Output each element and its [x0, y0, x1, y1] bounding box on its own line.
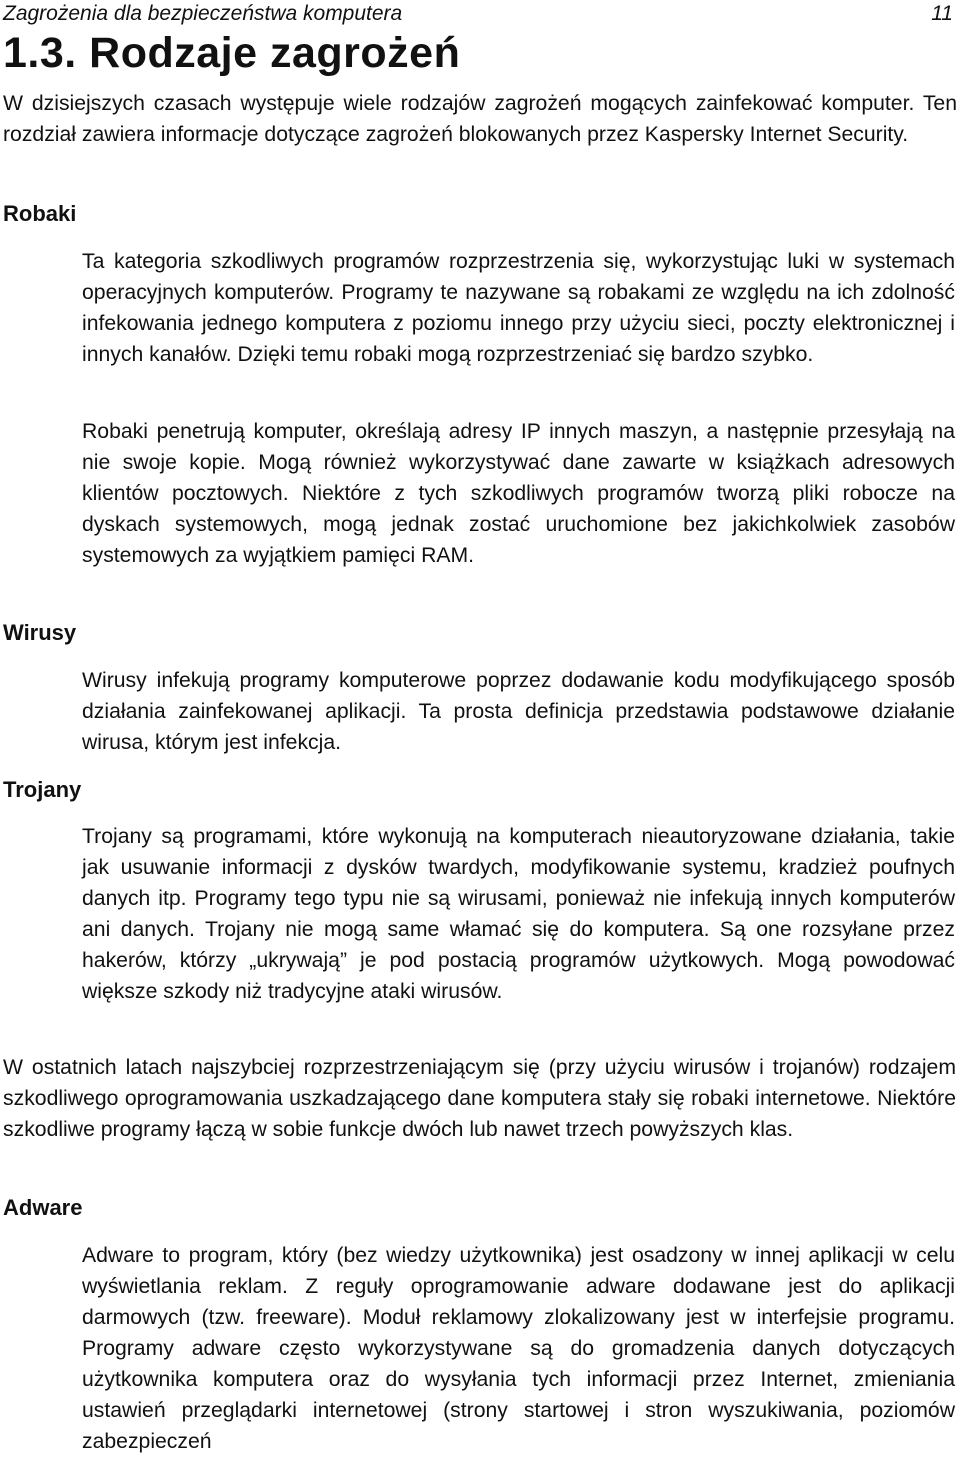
- trojany-paragraph-1: Trojany są programami, które wykonują na komputerach nieautoryzowane działania, takie jak usuwanie informacji z dysków twardych, modyfikowanie systemu, kradzież poufnych danych itp. Programy tego typu nie są wirusami, ponieważ nie infekują innych komputerów ani danych. Trojany nie mogą same włamać się do komputera. Są one rozsyłane przez hakerów, którzy „ukrywają” je pod postacią programów użytkowych. Mogą powodować większe szkody niż tradycyjne ataki wirusów.: [82, 825, 955, 1003]
- intro-paragraph: W dzisiejszych czasach występuje wiele rodzajów zagrożeń mogących zainfekować komputer. Ten rozdział zawiera informacje dotyczące zagrożeń blokowanych przez Kaspersky Internet Security.: [3, 92, 957, 146]
- running-header: [3, 2, 955, 26]
- page-number: 11: [931, 2, 953, 25]
- robaki-paragraph-2: Robaki penetrują komputer, określają adresy IP innych maszyn, a następnie przesyłają na nie swoje kopie. Mogą również wykorzystywać dane zawarte w książkach adresowych klientów pocztowych. Niektóre z tych szkodliwych programów tworzą pliki robocze na dyskach systemowych, mogą jednak zostać uruchomione bez jakichkolwiek zasobów systemowych za wyjątkiem pamięci RAM.: [82, 420, 955, 567]
- term-wirusy-heading: Wirusy: [3, 620, 77, 645]
- term-robaki-heading: Robaki: [3, 201, 77, 226]
- summary-paragraph: W ostatnich latach najszybciej rozprzestrzeniającym się (przy użyciu wirusów i trojanów) rodzajem szkodliwego oprogramowania uszkadzającego dane komputera stały się robaki internetowe. Niektóre szkodliwe programy łączą w sobie funkcje dwóch lub nawet trzech powyższych klas.: [3, 1056, 956, 1141]
- adware-paragraph-1: Adware to program, który (bez wiedzy użytkownika) jest osadzony w innej aplikacji w celu wyświetlania reklam. Z reguły oprogramowanie adware dodawane jest do aplikacji darmowych (tzw. freeware). Moduł reklamowy zlokalizowany jest w interfejsie programu. Programy adware często wykorzystywane są do gromadzenia danych dotyczących użytkownika komputera oraz do wysyłania tych informacji przez Internet, zmieniania ustawień przeglądarki internetowej (strony startowej i stron wyszukiwania, poziomów zabezpieczeń: [82, 1244, 955, 1453]
- wirusy-paragraph-1: Wirusy infekują programy komputerowe poprzez dodawanie kodu modyfikującego sposób działania zainfekowanej aplikacji. Ta prosta definicja przedstawia podstawowe działanie wirusa, którym jest infekcja.: [82, 669, 955, 754]
- section-title: 1.3. Rodzaje zagrożeń: [3, 29, 461, 77]
- robaki-paragraph-1: Ta kategoria szkodliwych programów rozprzestrzenia się, wykorzystując luki w systemach operacyjnych komputerów. Programy te nazywane są robakami ze względu na ich zdolność infekowania jednego komputera z poziomu innego przy użyciu sieci, poczty elektronicznej i innych kanałów. Dzięki temu robaki mogą rozprzestrzeniać się bardzo szybko.: [82, 250, 955, 366]
- running-title: Zagrożenia dla bezpieczeństwa komputera: [3, 2, 403, 25]
- term-adware-heading: Adware: [3, 1195, 83, 1220]
- term-trojany-heading: Trojany: [3, 777, 82, 802]
